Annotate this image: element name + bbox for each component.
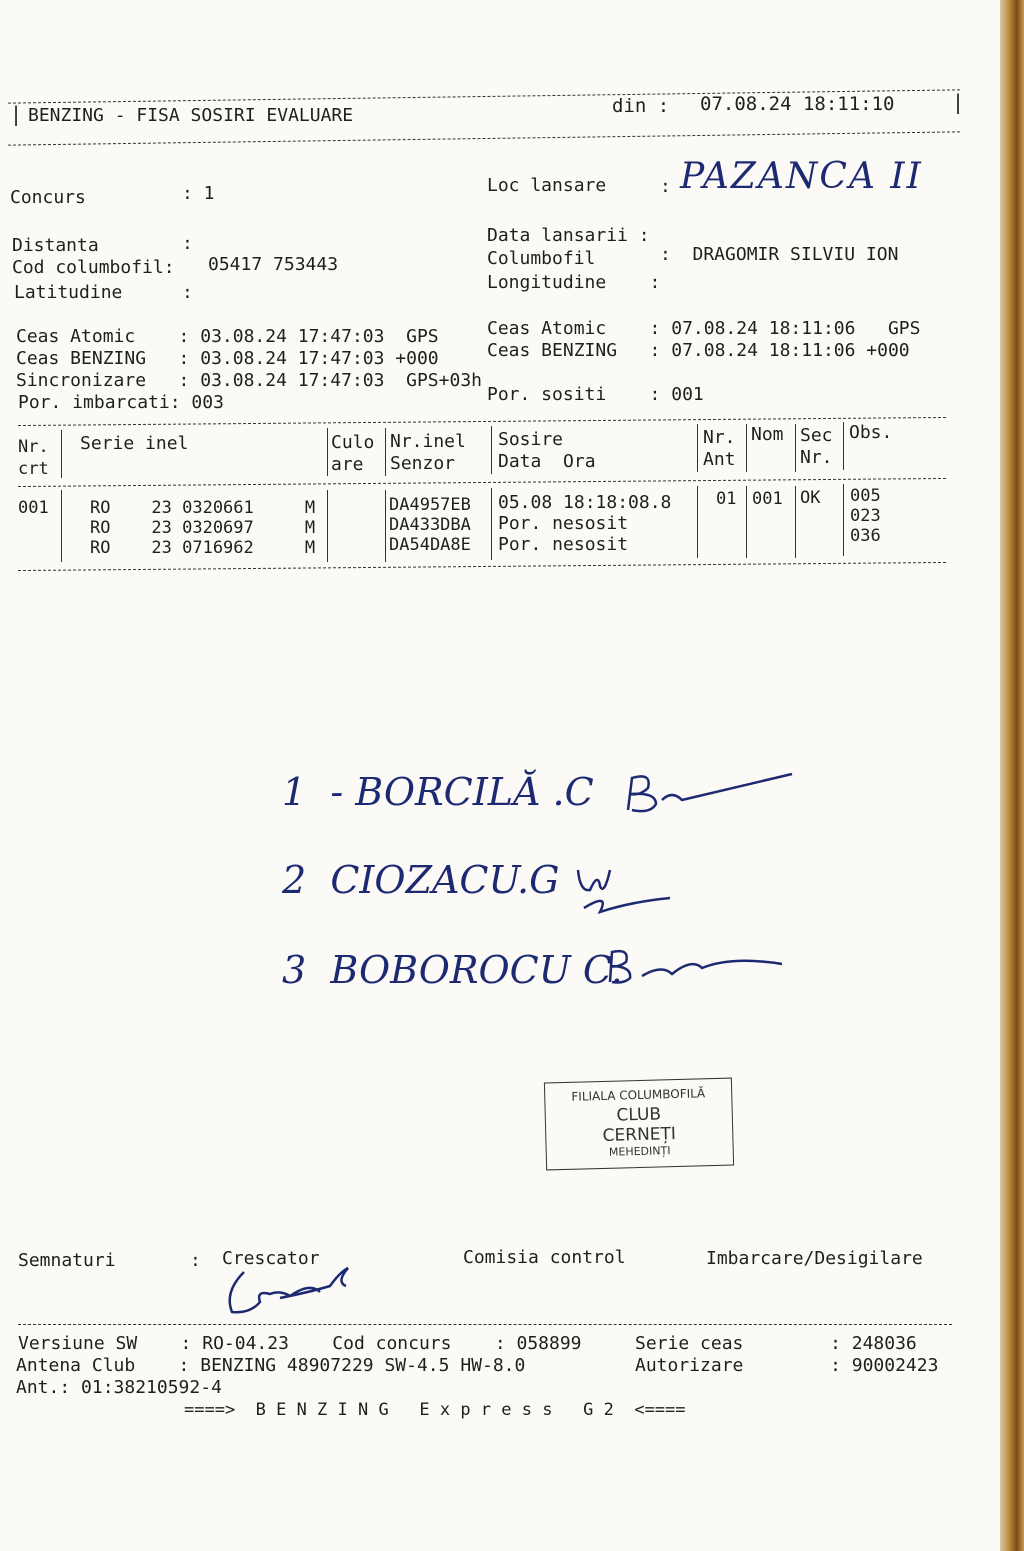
th-sosire: Sosire Data Ora: [498, 429, 596, 472]
header-left-bar: |: [10, 102, 23, 126]
clock-left-4: Por. imbarcati: 003: [18, 392, 224, 413]
signature-scribble-2: [570, 862, 690, 922]
col-divider: [697, 424, 698, 472]
row-nr-ant: 01: [716, 489, 737, 509]
col-divider: [61, 490, 62, 562]
handwritten-line-3: 3 BOBOROCU C.: [282, 948, 623, 992]
col-divider: [697, 486, 698, 558]
signature-comisia-label: Comisia control: [463, 1247, 626, 1268]
cod-columbofil-label: Cod columbofil:: [12, 257, 175, 278]
signature-scribble-3: [602, 942, 792, 992]
clock-left-1: Ceas Atomic : 03.08.24 17:47:03 GPS: [16, 326, 439, 347]
footer-row3: Ant.: 01:38210592-4: [16, 1377, 222, 1398]
footer-row1-right: Serie ceas : 248036: [635, 1333, 917, 1354]
stamp-line-3: CERNEȚI: [602, 1124, 677, 1146]
col-divider: [795, 424, 796, 472]
row-obs-3: 036: [850, 526, 881, 546]
col-divider: [385, 428, 386, 476]
stamp-line-4: MEHEDINȚI: [608, 1144, 671, 1159]
col-divider: [385, 490, 386, 562]
row-senzor-1: DA4957EB: [389, 495, 471, 515]
th-nr-inel-senzor: Nr.inel Senzor: [390, 431, 466, 474]
header-right-bar: |: [952, 90, 965, 114]
row-sec-nr: OK: [800, 488, 821, 508]
row-ring-3: RO 23 0716962 M: [90, 538, 316, 558]
row-nom: 001: [752, 489, 783, 509]
latitudine-value: :: [182, 282, 193, 303]
row-senzor-3: DA54DA8E: [389, 535, 471, 555]
signatures-sep: :: [190, 1250, 201, 1271]
concurs-value: : 1: [182, 183, 215, 204]
latitudine-label: Latitudine: [14, 282, 123, 303]
th-nom: Nom: [751, 424, 784, 445]
footer-brand-line: ====> B E N Z I N G E x p r e s s G 2 <====: [184, 1400, 686, 1420]
col-divider: [843, 422, 844, 470]
crescator-signature: [220, 1262, 360, 1322]
signature-imbarcare-label: Imbarcare/Desigilare: [706, 1248, 923, 1269]
col-divider: [746, 424, 747, 472]
header-date-value: 07.08.24 18:11:10: [700, 93, 895, 115]
longitudine: Longitudine :: [487, 272, 661, 293]
data-lansarii: Data lansarii :: [487, 225, 650, 246]
clock-right-2: Ceas BENZING : 07.08.24 18:11:06 +000: [487, 340, 910, 361]
th-nr-ant: Nr. Ant: [703, 427, 736, 470]
signature-scribble-1: [622, 770, 802, 820]
header-title: BENZING - FISA SOSIRI EVALUARE: [28, 105, 354, 126]
row-obs-2: 023: [850, 506, 881, 526]
row-nr-crt: 001: [18, 498, 49, 518]
background-edge: [1000, 0, 1024, 1551]
header-date-label: din :: [612, 95, 670, 117]
row-sosire-1: 05.08 18:18:08.8: [498, 492, 672, 513]
footer-row1-left: Versiune SW : RO-04.23 Cod concurs : 058899: [18, 1333, 582, 1354]
clock-right-4: Por. sositi : 001: [487, 384, 704, 405]
row-ring-2: RO 23 0320697 M: [90, 518, 316, 538]
row-obs-1: 005: [850, 486, 881, 506]
clock-right-1: Ceas Atomic : 07.08.24 18:11:06 GPS: [487, 318, 921, 339]
handwritten-line-2: 2 CIOZACU.G: [282, 858, 560, 902]
row-sosire-3: Por. nesosit: [498, 534, 629, 555]
cod-columbofil-value: 05417 753443: [208, 254, 339, 275]
col-divider: [843, 484, 844, 556]
col-divider: [61, 430, 62, 478]
th-serie-inel: Serie inel: [80, 433, 189, 454]
footer-row2-right: Autorizare : 90002423: [635, 1355, 939, 1376]
th-obs: Obs.: [849, 422, 893, 443]
signatures-label: Semnaturi: [18, 1250, 116, 1271]
row-ring-1: RO 23 0320661 M: [90, 498, 316, 518]
footer-row2-left: Antena Club : BENZING 48907229 SW-4.5 HW-8.0: [16, 1355, 526, 1376]
col-divider: [327, 428, 328, 476]
th-nr-crt: Nr. crt: [18, 437, 49, 479]
club-stamp: [544, 1078, 734, 1171]
col-divider: [746, 486, 747, 558]
col-divider: [491, 488, 492, 560]
th-sec-nr: Sec Nr.: [800, 425, 833, 468]
distanta-value: :: [182, 233, 193, 254]
row-senzor-2: DA433DBA: [389, 515, 471, 535]
distanta-label: Distanta: [12, 235, 99, 256]
loc-lansare-handwritten: PAZANCA II: [680, 156, 923, 197]
columbofil-value: : DRAGOMIR SILVIU ION: [660, 244, 899, 265]
columbofil-label: Columbofil: [487, 248, 596, 269]
stamp-line-2: CLUB: [616, 1104, 662, 1126]
stamp-line-1: FILIALA COLUMBOFILĂ: [571, 1086, 706, 1104]
signature-crescator-label: Crescator: [222, 1248, 320, 1269]
clock-left-3: Sincronizare : 03.08.24 17:47:03 GPS+03h: [16, 370, 482, 391]
handwritten-line-1: 1 - BORCILĂ .C: [282, 770, 594, 814]
th-culoare: Culo are: [331, 432, 375, 475]
col-divider: [491, 426, 492, 474]
loc-lansare-label: Loc lansare: [487, 175, 607, 196]
footer-rule: [18, 1324, 952, 1325]
concurs-label: Concurs: [10, 187, 86, 208]
col-divider: [795, 486, 796, 558]
col-divider: [327, 490, 328, 562]
row-sosire-2: Por. nesosit: [498, 513, 629, 534]
clock-left-2: Ceas BENZING : 03.08.24 17:47:03 +000: [16, 348, 439, 369]
loc-lansare-sep: :: [660, 176, 671, 197]
